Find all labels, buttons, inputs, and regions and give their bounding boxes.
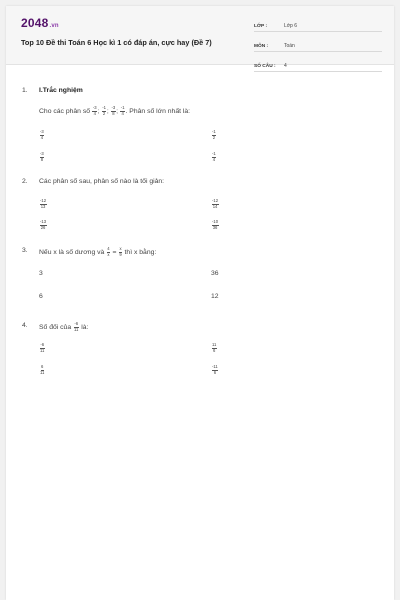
stem-text: Số đối của xyxy=(39,323,72,331)
question-stem: Cho các phân số $\frac{-3}{4}$ ; $\frac{-1}{2}$ ; $\frac{-3}{8}$ ; $\frac{-1}{4}$ . Phân số lớn nhất là: xyxy=(39,105,191,116)
meta-row-subject xyxy=(254,36,382,52)
fraction xyxy=(107,247,110,257)
denominator: 8 xyxy=(112,110,115,116)
answer-option-a[interactable]: 3 xyxy=(39,270,43,277)
denominator: 14 xyxy=(212,203,218,209)
denominator: 9 xyxy=(119,251,122,257)
meta-key: SỐ CÂU : xyxy=(254,64,276,69)
numerator: -11 xyxy=(212,364,218,369)
meta-value: Lớp 6 xyxy=(284,23,298,29)
question-stem xyxy=(39,247,156,257)
denominator: 8 xyxy=(40,156,44,162)
question-number: 1. xyxy=(22,87,28,94)
numerator: -1 xyxy=(102,105,106,110)
denominator: 4 xyxy=(40,134,44,140)
denominator: 4 xyxy=(93,110,96,116)
denominator: 4 xyxy=(212,156,216,162)
numerator: -12 xyxy=(212,198,219,203)
numerator: 4 xyxy=(107,246,110,251)
answer-option-d[interactable] xyxy=(211,152,217,162)
answer-option-d[interactable] xyxy=(211,220,219,230)
worksheet-header xyxy=(6,6,394,69)
numerator: -10 xyxy=(212,219,219,224)
meta-value: 4 xyxy=(284,63,287,69)
question-number: 2. xyxy=(22,178,28,185)
fraction xyxy=(92,106,97,116)
denominator: 13 xyxy=(40,203,46,209)
numerator: -6 xyxy=(74,321,79,326)
stem-text: Nếu x là số dương và xyxy=(39,248,105,256)
logo-suffix: .vn xyxy=(49,23,59,29)
question-number: 3. xyxy=(22,247,28,254)
answer-option-b[interactable]: 36 xyxy=(211,270,219,277)
meta-row-count xyxy=(254,56,382,72)
stem-text: . Phân số lớn nhất là: xyxy=(125,107,191,115)
numerator: -13 xyxy=(40,219,47,224)
fraction xyxy=(119,247,122,257)
fraction xyxy=(102,106,107,116)
denominator: 26 xyxy=(40,224,46,230)
denominator: 4 xyxy=(121,110,124,116)
logo-text: 2048 xyxy=(21,16,49,30)
denominator: x xyxy=(107,251,110,257)
answer-option-a[interactable] xyxy=(39,343,45,353)
numerator: -6 xyxy=(40,342,45,347)
numerator: -3 xyxy=(40,151,44,156)
denominator: 6 xyxy=(213,369,217,375)
question-number: 4. xyxy=(22,322,28,329)
answer-option-b[interactable] xyxy=(211,130,217,140)
denominator: 11 xyxy=(40,369,45,375)
numerator: -3 xyxy=(92,105,97,110)
answer-option-d[interactable]: 12 xyxy=(211,293,219,300)
denominator: 2 xyxy=(212,134,216,140)
numerator: -3 xyxy=(111,105,116,110)
worksheet xyxy=(6,6,394,600)
answer-option-c[interactable] xyxy=(39,152,45,162)
answer-option-d[interactable] xyxy=(211,365,219,375)
denominator: 11 xyxy=(74,326,79,332)
numerator: -1 xyxy=(120,105,125,110)
fraction xyxy=(74,322,79,332)
question-stem: Các phân số sau, phân số nào là tối giản: xyxy=(39,178,165,185)
numerator: x xyxy=(119,246,122,251)
answer-option-c[interactable]: 6 xyxy=(39,293,43,300)
answer-option-b[interactable] xyxy=(211,343,217,353)
stem-text: thì x bằng: xyxy=(124,248,157,256)
numerator: -1 xyxy=(212,129,216,134)
denominator: 11 xyxy=(40,347,45,353)
stem-text: Cho các phân số xyxy=(39,107,91,115)
answer-option-c[interactable] xyxy=(39,365,45,375)
numerator: 6 xyxy=(41,364,44,369)
meta-value: Toán xyxy=(284,43,295,49)
site-logo[interactable] xyxy=(21,16,59,30)
meta-panel xyxy=(254,16,382,72)
numerator: -3 xyxy=(40,129,44,134)
section-heading: I.Trắc nghiệm xyxy=(39,87,83,94)
answer-option-a[interactable] xyxy=(39,199,47,209)
answer-option-c[interactable] xyxy=(39,220,47,230)
question-stem xyxy=(39,322,88,332)
numerator: -1 xyxy=(212,151,216,156)
meta-key: LỚP : xyxy=(254,24,268,29)
denominator: 36 xyxy=(212,224,218,230)
equals-sign: = xyxy=(112,248,117,256)
answer-option-b[interactable] xyxy=(211,199,219,209)
document-title: Top 10 Đề thi Toán 6 Học kì 1 có đáp án, cực hay (Đề 7) xyxy=(21,38,212,47)
fraction xyxy=(120,106,125,116)
meta-row-grade xyxy=(254,16,382,32)
denominator: 6 xyxy=(213,347,216,353)
numerator: -12 xyxy=(40,198,47,203)
denominator: 2 xyxy=(102,110,106,116)
stem-text: là: xyxy=(81,323,89,331)
numerator: 11 xyxy=(212,342,217,347)
meta-key: MÔN : xyxy=(254,44,269,49)
answer-option-a[interactable] xyxy=(39,130,45,140)
